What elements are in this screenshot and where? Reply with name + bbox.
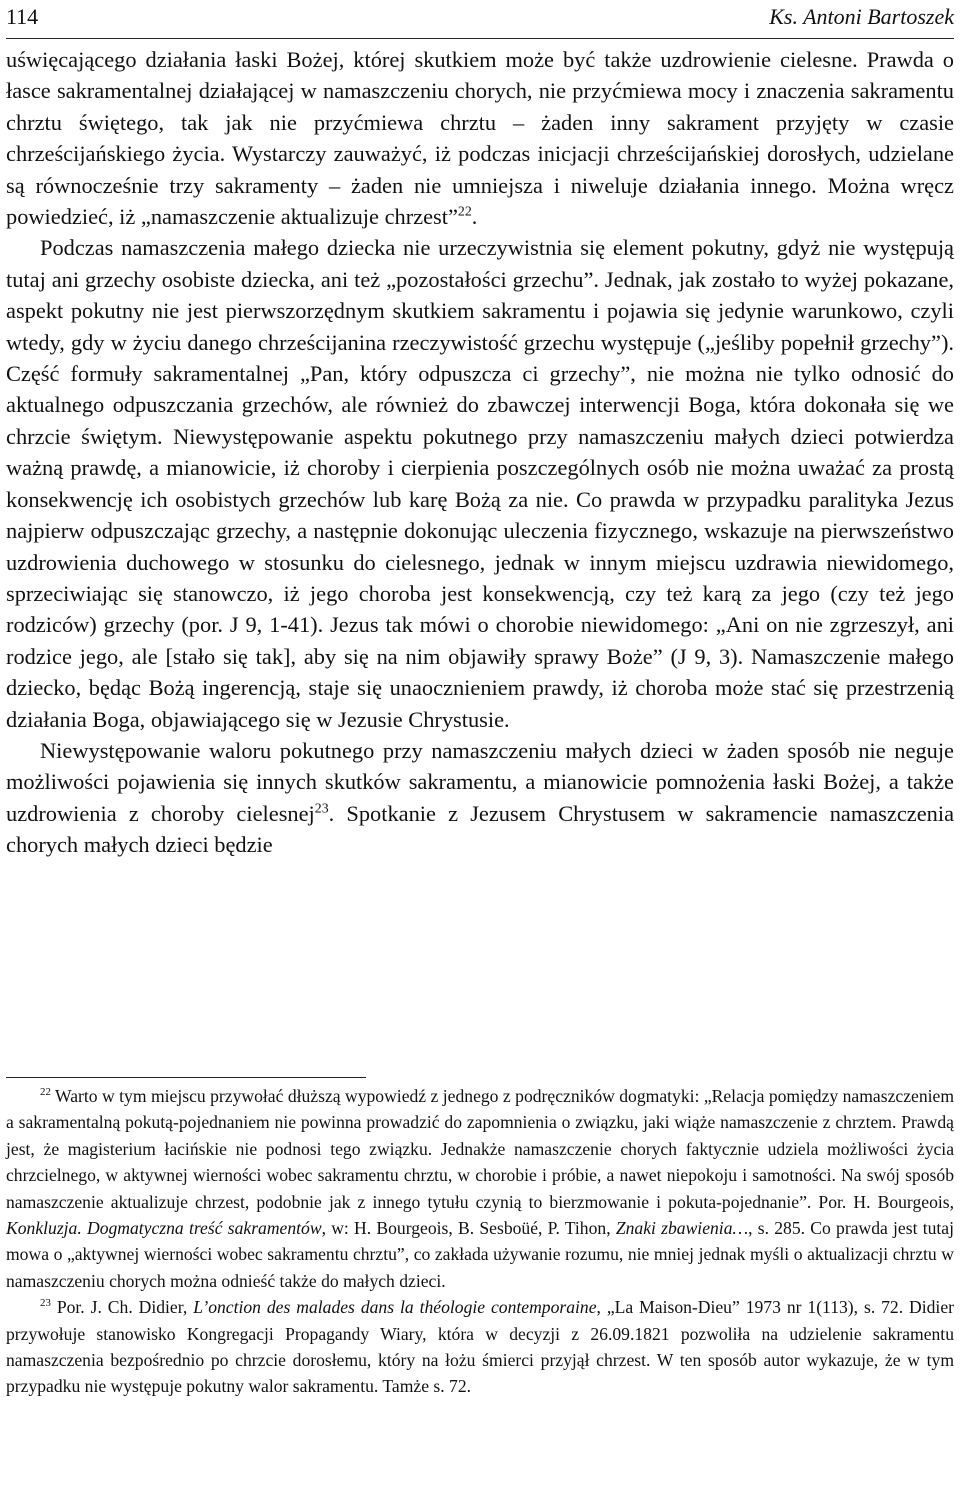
paragraph — [6, 735, 954, 861]
footnote-text: , s. 285. Co prawda jest tutaj mowa o „aktywnej wierności wobec sakramentu chrztu”, co zakłada używanie rozumu, nie mniej jednak myśli o aktualizacji chrztu w namaszczeniu chorych można odnieść także do małych dzieci. — [6, 1218, 954, 1291]
footnote-text: , w: H. Bourgeois, B. Sesboüé, P. Tihon, — [321, 1218, 616, 1239]
footnote-23 — [6, 1294, 954, 1400]
footnote-marker: 22 — [40, 1086, 51, 1099]
header-rule — [6, 38, 954, 39]
paragraph: Podczas namaszczenia małego dziecka nie urzeczywistnia się element pokutny, gdyż nie występują tutaj ani grzechy osobiste dziecka, ani też „pozostałości grzechu”. Jednak, jak zostało to wyżej pokazane, aspekt pokutny nie jest pierwszorzędnym skutkiem sakramentu i pojawia się jedynie warunkowo, czyli wtedy, gdy w życiu danego chrześcijanina rzeczywistość grzechu występuje („jeśliby popełnił grzechy”). Część formuły sakramentalnej „Pan, który odpuszcza ci grzechy”, nie można nie tylko odnosić do aktualnego odpuszczania grzechów, ale również do zbawczej interwencji Boga, która dokonała się we chrzcie świętym. Niewystępowanie aspektu pokutnego przy namaszczeniu małych dzieci potwierdza ważną prawdę, a mianowicie, iż choroby i cierpienia poszczególnych osób nie można uważać za prostą konsekwencję ich osobistych grzechów lub karę Bożą za nie. Co prawda w przypadku paralityka Jezus najpierw odpuszczając grzechy, a następnie dokonując uleczenia fizycznego, wskazuje na pierwszeństwo uzdrowienia duchowego w stosunku do cielesnego, jednak w innym miejscu uzdrawia niewidomego, sprzeciwiając się stanowczo, iż jego choroba jest konsekwencją, czy też karą za jego (czy też jego rodziców) grzechy (por. J 9, 1-41). Jezus tak mówi o chorobie niewidomego: „Ani on nie zgrzeszył, ani rodzice jego, ale [stało się tak], aby się na nim objawiły sprawy Boże” (J 9, 3). Namaszczenie małego dziecko, będąc Bożą ingerencją, staje się unaocznieniem prawdy, iż choroba może stać się przestrzenią działania Boga, objawiającego się w Jezusie Chrystusie. — [6, 235, 954, 732]
main-text — [6, 44, 954, 861]
footnote-22 — [6, 1083, 954, 1294]
paragraph-text: uświęcającego działania łaski Bożej, której skutkiem może być także uzdrowienie cielesne. Prawda o łasce sakramentalnej działającej w namaszczeniu chorych, nie przyćmiewa mocy i znaczenia sakramentu chrztu świętego, tak jak nie przyćmiewa chrztu – żaden inny sakrament przyjęty w czasie chrześcijańskiego życia. Wystarczy zauważyć, iż podczas inicjacji chrześcijańskiej dorosłych, udzielane są równocześnie trzy sakramenty – żaden nie umniejsza i niweluje działania innego. Można wręcz powiedzieć, iż „namaszczenie aktualizuje chrzest” — [6, 47, 954, 230]
footnote-title: Konkluzja. Dogmatyczna treść sakramentów — [6, 1218, 322, 1239]
footnote-ref-23[interactable]: 23 — [314, 801, 329, 817]
running-header — [6, 2, 954, 36]
running-author: Ks. Antoni Bartoszek — [769, 4, 954, 29]
footnote-ref-22[interactable]: 22 — [457, 204, 472, 220]
footnotes — [6, 1083, 954, 1400]
footnote-text: Por. J. Ch. Didier, — [50, 1297, 194, 1318]
footnote-title: L’onction des malades dans la théologie contemporaine — [193, 1297, 597, 1318]
paragraph-text: . Spotkanie z Jezusem Chrystusem w sakramencie namaszczenia chorych małych dzieci będzie — [6, 800, 955, 858]
footnote-text: , „La Maison-Dieu” 1973 nr 1(113), s. 72. Didier przywołuje stanowisko Kongregacji Propagandy Wiary, która w decyzji z 26.09.1821 pozwoliła na udzielenie sakramentu namaszczenia bezpośrednio po chrzcie dorosłemu, który na łożu śmierci przyjął chrzest. W ten sposób autor wykazuje, że w tym przypadku nie występuje pokutny walor sakramentu. Tamże s. 72. — [6, 1297, 954, 1397]
book-page — [6, 0, 955, 1397]
footnote-text: Warto w tym miejscu przywołać dłuższą wypowiedź z jednego z podręczników dogmatyki: „Relacja pomiędzy namaszczeniem a sakramentalną pokutą-pojednaniem nie powinna prowadzić do zapomnienia o związku, jaki wiąże namaszczenie z chrztem. Prawdą jest, że magisterium łacińskie nie podnosi tego związku. Jednakże namaszczenie chorych faktycznie udziela możliwości życia chrzcielnego, w aktywnej wierności wobec sakramentu chrztu, w chorobie i próbie, a nawet niepokoju i samotności. Na swój sposób namaszczenie aktualizuje chrzest, podobnie jak z innego tytułu czynią to bierzmowanie i pokuta-pojednanie”. Por. H. Bourgeois, — [6, 1086, 954, 1212]
paragraph-text: . — [471, 204, 478, 230]
footnote-separator — [6, 1077, 366, 1078]
paragraph-text: Niewystępowanie waloru pokutnego przy namaszczeniu małych dzieci w żaden sposób nie neguje możliwości pojawienia się innych skutków sakramentu, a mianowicie pomnożenia łaski Bożej, a także uzdrowienia z choroby cielesnej — [6, 737, 954, 826]
footnote-title: Znaki zbawienia… — [615, 1218, 749, 1239]
paragraph-continued — [6, 44, 954, 232]
footnote-marker: 23 — [40, 1297, 51, 1310]
page-number: 114 — [6, 4, 39, 29]
